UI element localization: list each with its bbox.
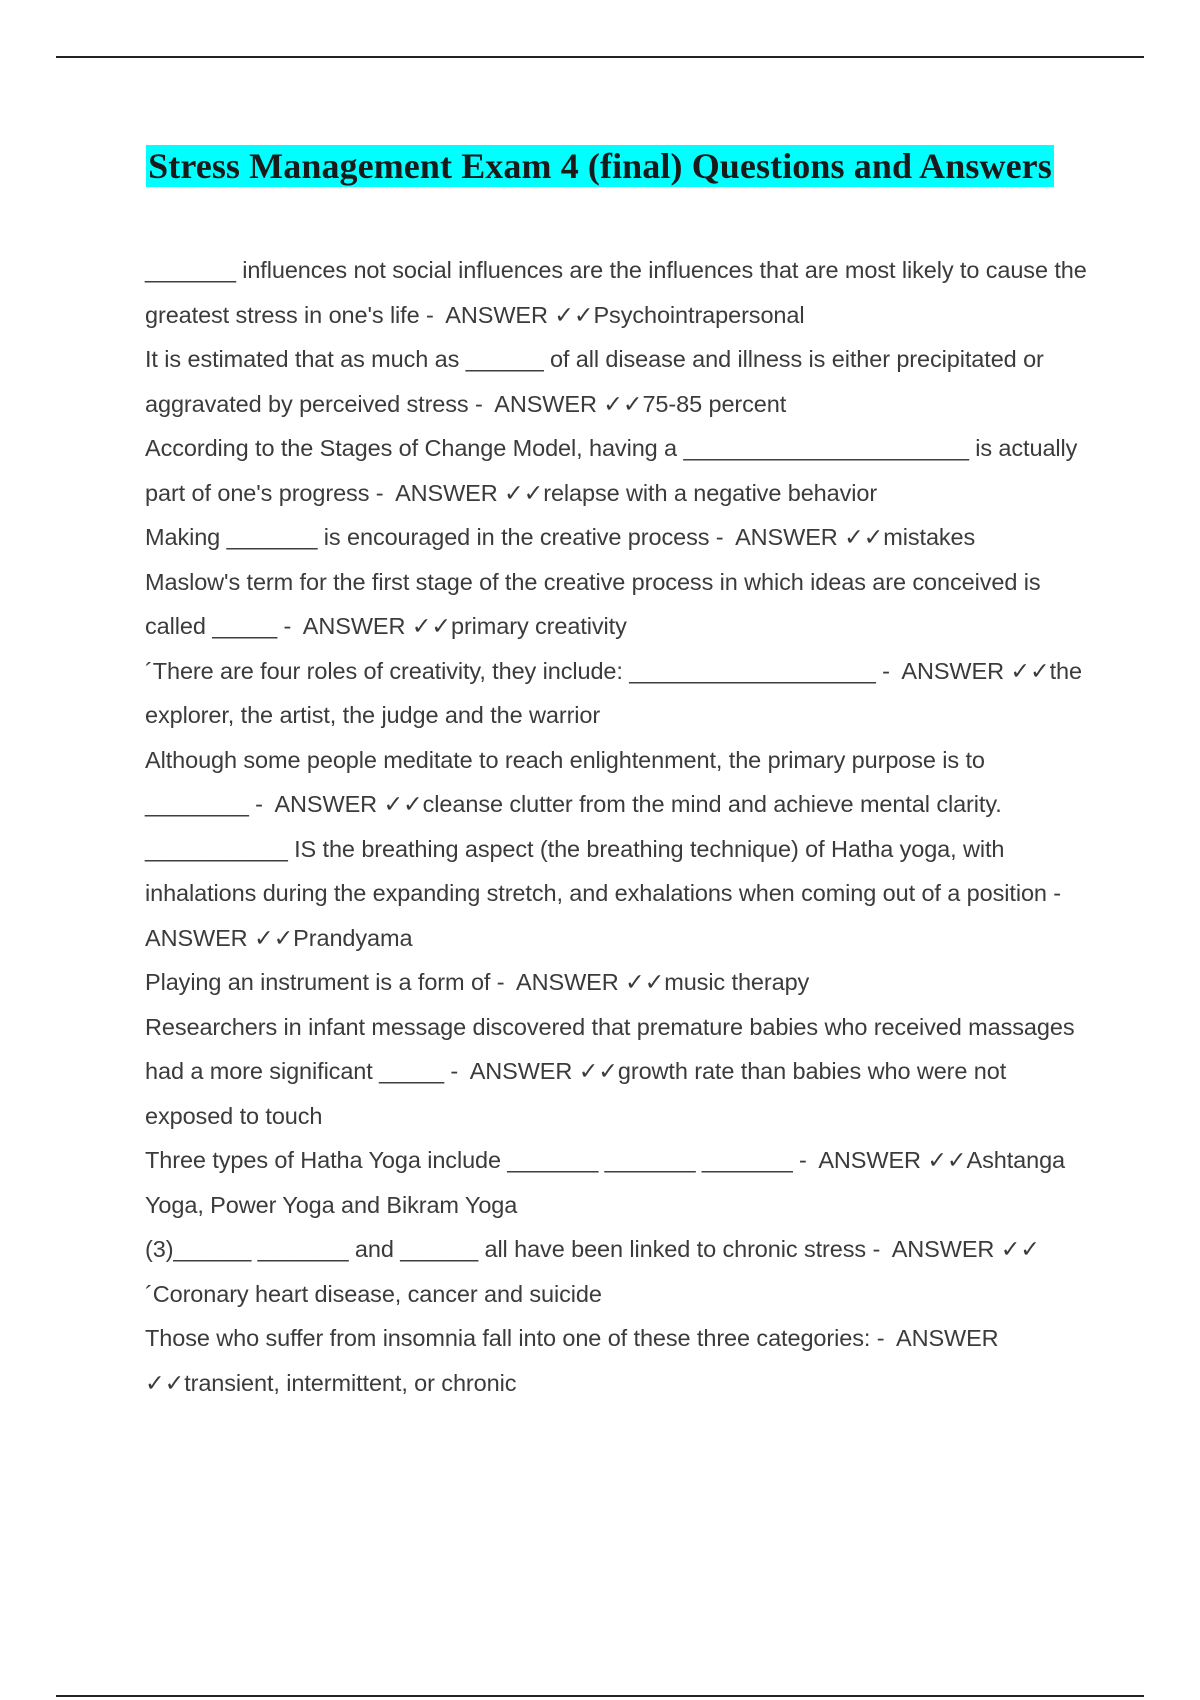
top-rule xyxy=(56,56,1144,58)
qa-item xyxy=(145,560,1090,649)
question-text: Those who suffer from insomnia fall into one of these three categories: - ANSWER xyxy=(145,1325,1005,1351)
qa-item xyxy=(145,1138,1090,1227)
answer-text: cleanse clutter from the mind and achieve mental clarity. xyxy=(422,791,1002,817)
qa-item xyxy=(145,827,1090,961)
question-text: Although some people meditate to reach enlightenment, the primary purpose is to ________ - ANSWER xyxy=(145,746,992,817)
answer-text: the explorer, the artist, the judge and the warrior xyxy=(145,657,1089,728)
qa-list xyxy=(145,248,1094,1405)
title-container xyxy=(0,145,1200,187)
question-text: (3)______ _______ and ______ all have been linked to chronic stress - ANSWER xyxy=(145,1236,1001,1262)
answer-text: 75-85 percent xyxy=(642,390,787,417)
answer-text: transient, intermittent, or chronic xyxy=(184,1369,517,1396)
checkmark-icon: ✓✓ xyxy=(927,1147,967,1173)
checkmark-icon: ✓✓ xyxy=(1000,1236,1040,1262)
qa-item xyxy=(145,337,1090,426)
page-title: Stress Management Exam 4 (final) Questions and Answers xyxy=(148,146,1052,186)
question-text: Playing an instrument is a form of - ANSWER xyxy=(145,969,626,995)
question-text: Three types of Hatha Yoga include _______ _______ _______ - ANSWER xyxy=(145,1147,928,1173)
bottom-rule xyxy=(56,1695,1144,1697)
checkmark-icon: ✓✓ xyxy=(383,791,423,817)
qa-item xyxy=(145,738,1090,827)
answer-text: relapse with a negative behavior xyxy=(543,479,878,506)
qa-item xyxy=(145,960,1090,1005)
question-text: Making _______ is encouraged in the creative process - ANSWER xyxy=(145,524,845,550)
checkmark-icon: ✓✓ xyxy=(625,969,665,995)
answer-text: growth rate than babies who were not exposed to touch xyxy=(145,1058,1013,1129)
question-text: ___________ IS the breathing aspect (the breathing technique) of Hatha yoga, with inhalations during the expanding stretch, and exhalations when coming out of a position - ANSWER xyxy=(145,835,1073,951)
checkmark-icon: ✓✓ xyxy=(1010,657,1050,684)
qa-item xyxy=(145,248,1094,337)
answer-text: Ashtanga Yoga, Power Yoga and Bikram Yoga xyxy=(145,1147,1072,1218)
checkmark-icon: ✓✓ xyxy=(145,1369,185,1396)
answer-text: Prandyama xyxy=(293,924,413,951)
checkmark-icon: ✓✓ xyxy=(253,924,294,951)
qa-item xyxy=(145,1005,1090,1139)
checkmark-icon: ✓✓ xyxy=(411,613,451,639)
question-text: ´There are four roles of creativity, they include: ___________________ - ANSWER xyxy=(145,657,1011,684)
question-text: It is estimated that as much as ______ of all disease and illness is either precipitated or aggravated by perceived stress - ANSWER xyxy=(145,346,1051,417)
answer-text: mistakes xyxy=(883,524,976,550)
checkmark-icon: ✓✓ xyxy=(844,524,884,550)
qa-item xyxy=(145,649,1090,738)
qa-item xyxy=(145,1227,1090,1316)
answer-text: music therapy xyxy=(664,969,810,995)
checkmark-icon: ✓✓ xyxy=(578,1058,618,1084)
question-text: Maslow's term for the first stage of the creative process in which ideas are conceived is called _____ - ANSWER xyxy=(145,568,1047,639)
answer-text: ´Coronary heart disease, cancer and suicide xyxy=(145,1280,602,1307)
question-text: _______ influences not social influences are the influences that are most likely to cause the greatest stress in one's life - ANSWER xyxy=(145,257,1094,328)
checkmark-icon: ✓✓ xyxy=(554,301,594,328)
question-text: According to the Stages of Change Model, having a ______________________ is actually part of one's progress - ANSWER xyxy=(145,435,1084,506)
checkmark-icon: ✓✓ xyxy=(603,390,643,417)
answer-text: primary creativity xyxy=(450,613,627,639)
qa-item xyxy=(145,1316,1090,1405)
checkmark-icon: ✓✓ xyxy=(504,479,544,506)
question-text: Researchers in infant message discovered that premature babies who received massages had a more significant _____ - ANSWER xyxy=(145,1013,1081,1084)
qa-item xyxy=(145,426,1090,515)
answer-text: Psychointrapersonal xyxy=(593,301,805,328)
qa-item xyxy=(145,515,1090,560)
